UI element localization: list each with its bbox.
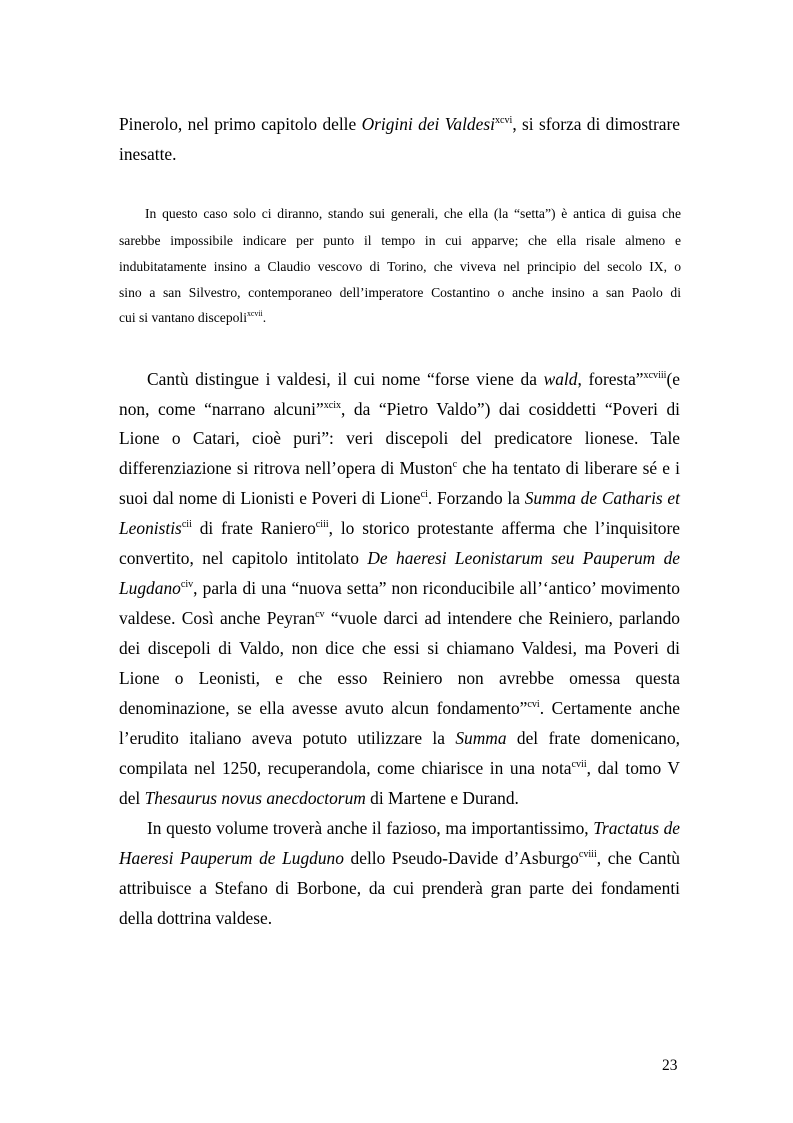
para1-line-12: denominazione, se ella avesse avuto alcun fondamento”$^{cvi}$. Certamente anche — [119, 698, 680, 718]
intro-line-1: Pinerolo, nel primo capitolo delle Origini dei Valdesi$^{xcvi}$, si sforza di dimostrare — [119, 114, 680, 134]
footnote-ref[interactable]: cii — [181, 518, 192, 530]
footnote-ref[interactable]: xcvi — [494, 114, 513, 126]
para1-line-11: Lione o Leonisti, e che esso Reiniero non avrebbe omessa questa — [119, 668, 680, 688]
para1-line-15: del Thesaurus novus anecdoctorum di Martene e Durand. — [119, 788, 519, 808]
footnote-ref[interactable]: ci — [420, 488, 428, 500]
para1-line-13: l’erudito italiano aveva potuto utilizzare la Summa del frate domenicano, — [119, 728, 680, 748]
para1-line-5: suoi dal nome di Lionisti e Poveri di Lione$^{ci}$. Forzando la Summa de Catharis et — [119, 488, 680, 508]
footnote-ref[interactable]: xcvii — [246, 309, 263, 319]
para1-line-14: compilata nel 1250, recuperandola, come chiarisce in una nota$^{cvii}$, dal tomo V — [119, 758, 680, 778]
para2-line-2: Haeresi Pauperum de Lugduno dello Pseudo-Davide d’Asburgo$^{cviii}$, che Cantù — [119, 848, 680, 868]
para1-line-9: valdese. Così anche Peyran$^{cv}$ “vuole darci ad intendere che Reiniero, parlando — [119, 608, 680, 628]
quote-line-2: sarebbe impossibile indicare per punto il tempo in cui apparve; che ella risale almeno e — [119, 233, 681, 248]
page-number: 23 — [662, 1057, 678, 1074]
para1-line-7: convertito, nel capitolo intitolato De haeresi Leonistarum seu Pauperum de — [119, 548, 680, 568]
para1-line-3: Lione o Catari, cioè puri”: veri discepoli del predicatore lionese. Tale — [119, 428, 680, 448]
footnote-ref[interactable]: cvi — [527, 698, 540, 710]
quote-line-3: indubitatamente insino a Claudio vescovo di Torino, che viveva nel principio del secolo IX, o — [119, 259, 681, 274]
para2-line-1: In questo volume troverà anche il fazioso, ma importantissimo, Tractatus de — [147, 818, 680, 838]
para2-line-4: della dottrina valdese. — [119, 908, 273, 928]
para2-line-3: attribuisce a Stefano di Borbone, da cui prenderà gran parte dei fondamenti — [119, 878, 680, 898]
footnote-ref[interactable]: c — [452, 458, 458, 470]
para1-line-1: Cantù distingue i valdesi, il cui nome “forse viene da wald, foresta”$^{xcviii}$(e — [147, 369, 680, 389]
quote-line-1: In questo caso solo ci diranno, stando sui generali, che ella (la “setta”) è antica di guisa che — [145, 206, 681, 221]
para1-line-4: differenziazione si ritrova nell’opera di Muston$^c$ che ha tentato di liberare sé e i — [119, 458, 680, 478]
footnote-ref[interactable]: cvii — [571, 758, 587, 770]
para1-line-2: non, come “narrano alcuni”$^{xcix}$, da “Pietro Valdo”) dai cosiddetti “Poveri di — [119, 399, 680, 419]
footnote-ref[interactable]: xcviii — [643, 369, 667, 381]
quote-line-4: sino a san Silvestro, contemporaneo dell’imperatore Costantino o anche insino a san Paolo di — [119, 285, 681, 300]
para1-line-8: Lugdano$^{civ}$, parla di una “nuova setta” non riconducibile all’‘antico’ movimento — [119, 578, 680, 598]
intro-line-2: inesatte. — [119, 144, 177, 164]
footnote-ref[interactable]: xcix — [323, 399, 342, 411]
footnote-ref[interactable]: cv — [315, 608, 325, 620]
footnote-ref[interactable]: ciii — [315, 518, 329, 530]
footnote-ref[interactable]: cviii — [578, 848, 597, 860]
quote-line-5: cui si vantano discepoli$^{xcvii}$. — [119, 309, 267, 325]
footnote-ref[interactable]: civ — [180, 578, 194, 590]
para1-line-6: Leonistis$^{cii}$ di frate Raniero$^{ciii}$, lo storico protestante afferma che l’inquisitore — [119, 518, 680, 538]
para1-line-10: dei discepoli di Valdo, non dice che essi si chiamano Valdesi, ma Poveri di — [119, 638, 680, 658]
